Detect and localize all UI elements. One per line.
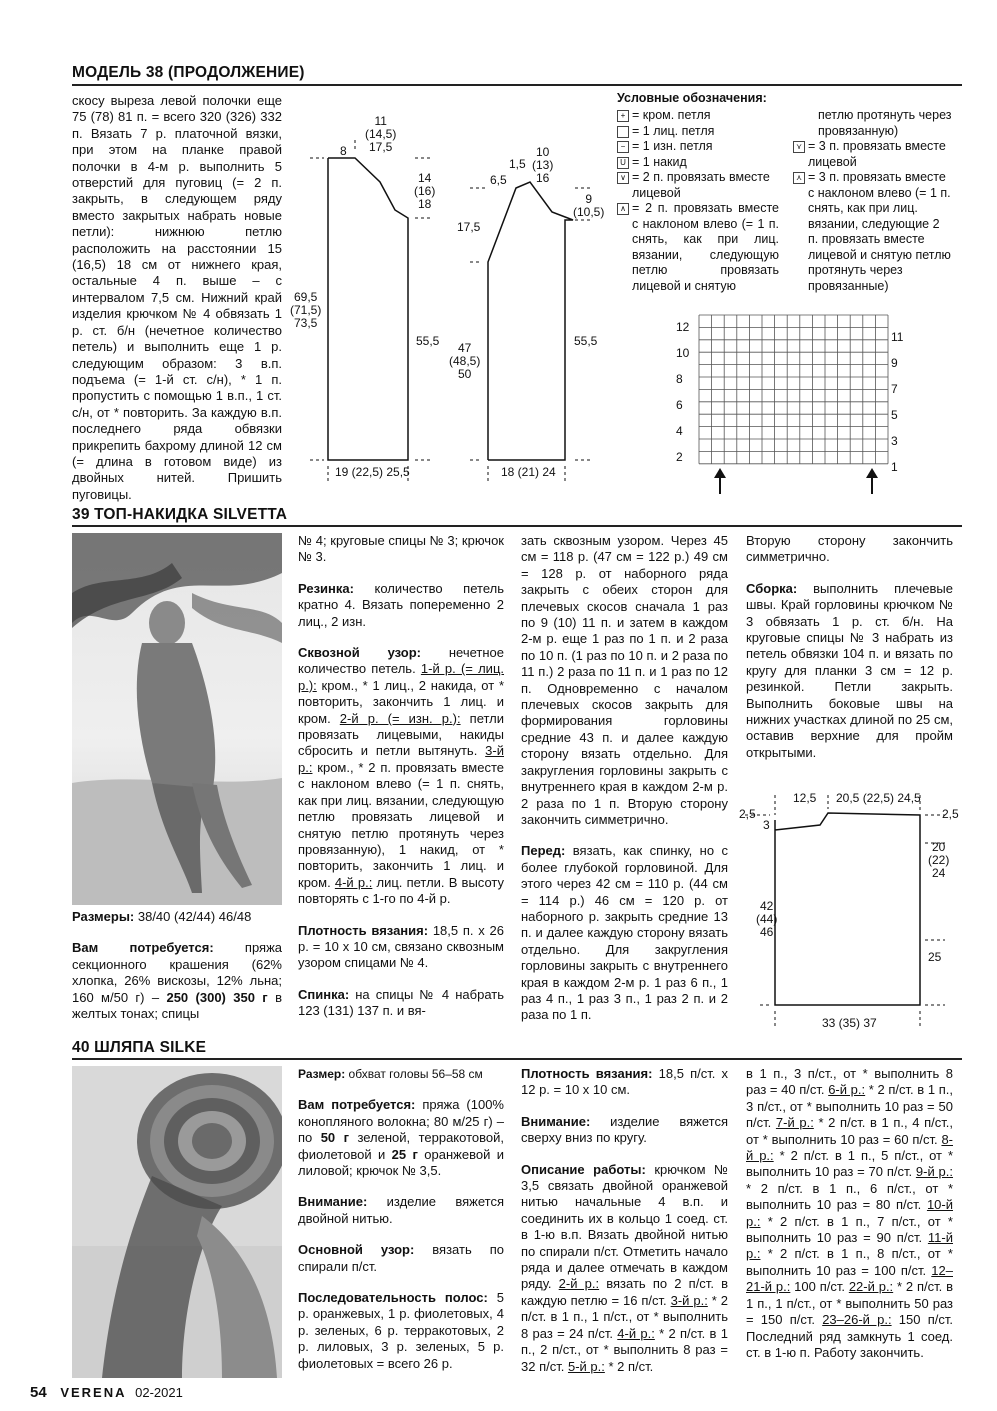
value: в 1 п., 3 п/ст., от * выполнить 8 раз = 40 п/ст. <box>746 1066 953 1098</box>
schema-outline-top <box>775 813 920 1005</box>
model40-col3 <box>521 1066 728 1375</box>
value: 18,5 п/ст. х 12 р. = 10 х 10 см. <box>521 1066 728 1098</box>
measure-label: 2,5 <box>942 807 959 821</box>
model39-col3 <box>521 533 728 1024</box>
model39-col1 <box>72 909 282 1022</box>
value: * 2 п/ст. в 1 п., 6 п/ст., от * выполнить 10 раз = 80 п/ст. <box>746 1180 953 1213</box>
ssk-icon: ∧ <box>617 203 629 215</box>
value: 150 п/ст. Последний ряд замкнуть 1 соед. ст. в 1-ю п. Работу закончить. <box>746 1312 953 1360</box>
measure-label: 9 (10,5) <box>573 192 605 219</box>
value: зеленой, терракотовой, фиолетовой и <box>298 1130 504 1162</box>
value: на спицы № 4 набрать 123 (131) 137 п. и вя- <box>298 986 504 1019</box>
value: 38/40 (42/44) 46/48 <box>134 909 252 924</box>
row-ref: 8-й р.: <box>746 1131 953 1164</box>
section-title-model39: 39 ТОП-НАКИДКА SILVETTA <box>72 506 288 523</box>
row-ref: 2-й р.: <box>558 1276 600 1292</box>
value: крючком № 3,5 связать двойной оранжевой нитью начальные 4 в.п. и соединить их в кольцо 1 соед. ст. в 1-ю в.п. Вязать двойной нитью по спирали п/ст. Отметить начало ряда и далее отмечать в каждом ряду. <box>521 1161 728 1292</box>
row-ref: 1-й р. (= лиц. р.): <box>298 661 505 693</box>
value: нечетное количество петель. <box>298 645 504 677</box>
row-number: 12 <box>676 320 690 334</box>
value: кром., * 2 п. провязать вместе с наклоном влево (= 1 п. снять, как при лиц. вязании, следующую петлю провязать лицевой и снятую петлю протянуть через провязанную), 1 накид, от * повторить, закончить 1 лиц. и кром. <box>298 759 504 890</box>
value: кром., * 1 лиц., 2 накида, от * повторить, закончить 1 лиц. и кром. <box>298 677 504 726</box>
value: лиц. петли. В высоту повторять с 1-го по 4-й р. <box>298 874 504 907</box>
purl-stitch-icon: − <box>617 141 629 153</box>
footer <box>30 1384 183 1401</box>
row-ref: 9-й р.: <box>915 1164 953 1180</box>
row-ref: 22-й р.: <box>848 1279 894 1295</box>
measure-label: 20 (22) 24 <box>928 840 950 880</box>
measure-label: 33 (35) 37 <box>822 1016 877 1030</box>
value: * 2 п/ст. в 1 п., 2 п/ст., от * выполнить 8 раз = 32 п/ст. <box>521 1325 728 1374</box>
measure-label: 6,5 <box>490 173 507 187</box>
page-number: 54 <box>30 1384 47 1401</box>
row-ref: 6-й р.: <box>828 1082 866 1098</box>
measure-label: 1,5 <box>509 157 526 171</box>
k2tog-icon: ∨ <box>617 172 629 184</box>
label: Вам потребуется: <box>298 1097 416 1113</box>
measure-label: 47 (48,5) 50 <box>449 341 481 381</box>
knit-stitch-icon <box>617 126 629 138</box>
measure-label: 55,5 <box>416 334 440 348</box>
value: пряжа секционного крашения (62% хлопка, 26% вискозы, 12% льна; 160 м/50 г) – <box>72 940 283 1005</box>
yarn-over-icon: U <box>617 157 629 169</box>
value: 50 г <box>320 1130 350 1146</box>
legend-text: = 3 п. провязать вместе с наклоном влево (= 1 п. снять, как при лиц. вязании, следующие 2 п. провязать вместе лицевой и снятую петлю протянуть через провязанные) <box>808 170 951 293</box>
label: Сквозной узор: <box>298 645 421 661</box>
row-number: 9 <box>891 356 898 370</box>
label: Размер: <box>298 1067 346 1081</box>
row-ref: 2-й р. (= изн. р.): <box>339 710 461 726</box>
legend-text: = 3 п. провязать вместе лицевой <box>808 139 946 169</box>
label: Резинка: <box>298 580 354 596</box>
value: 18,5 п. х 26 р. = 10 х 10 см, связано сквозным узором спицами № 4. <box>298 922 504 971</box>
legend-right <box>793 108 953 294</box>
row-number: 10 <box>676 346 690 360</box>
model40-col2 <box>298 1066 504 1372</box>
legend-left <box>617 108 779 294</box>
measure-label: 25 <box>928 950 942 964</box>
sk2p-icon: ⋏ <box>793 172 805 184</box>
value: петли провязать лицевыми, накиды сбросить и петли вытянуть. <box>298 710 505 759</box>
legend-item <box>617 108 779 124</box>
legend-item <box>617 170 779 201</box>
value: в желтых тонах; спицы <box>72 989 282 1022</box>
model-photo <box>72 533 282 905</box>
label: Последовательность полос: <box>298 1290 488 1306</box>
measure-label: 3 <box>763 818 770 832</box>
legend-title: Условные обозначения: <box>617 91 767 105</box>
value: 250 (300) 350 г <box>166 989 268 1005</box>
value: * 2 п/ст. в 1 п., 5 п/ст., от * выполнить 10 раз = 70 п/ст. <box>746 1148 953 1180</box>
value: * 2 п/ст. в 1 п., 1 п/ст., от * выполнить 8 раз = 24 п/ст. <box>521 1292 728 1341</box>
value: пряжа (100% конопляного волокна; 80 м/25 г) – по <box>298 1097 504 1146</box>
paragraph: зать сквозным узором. Через 45 см = 118 р. (47 см = 122 р.) 49 см = 128 р. от наборного ряда закрыть с обеих сторон для плечевых скосов сначала 1 раз по 9 (10) 11 п. и затем в каждом 2-м р. еще 1 раз по 1 п. и 2 раза по 10 п. (1 раз по 10 п. и 2 раза по 11 п.) 2 раза по 11 п. и 1 раз по 12 п. Одновременно с началом плечевых скосов закрыть для формирования горловины средние 43 п. и далее каждую сторону вязать отдельно. Для закругления горловины закрыть с внутреннего края в каждом 2-м р. 2 раза по 1 п. Вторую сторону закончить симметрично. <box>521 533 728 827</box>
chart-row-numbers-left <box>676 314 689 470</box>
label: Спинка: <box>298 986 350 1002</box>
value: 25 г <box>391 1146 418 1162</box>
value: 5 р. оранжевых, 1 р. фиолетовых, 4 р. зеленых, 6 р. терракотовых, 2 р. лиловых, 3 р. зеленых, 5 р. фиолетовых = всего 26 р. <box>298 1290 504 1371</box>
measure-label: 55,5 <box>574 334 598 348</box>
value: оранжевой и лиловой; крючок № 3,5. <box>298 1146 504 1179</box>
row-ref: 23–26-й р.: <box>822 1312 892 1328</box>
value: вязать по спирали п/ст. <box>298 1242 504 1274</box>
paragraph: Вторую сторону закончить симметрично. <box>746 533 953 565</box>
divider <box>72 1058 962 1060</box>
measure-label: 18 (21) 24 <box>501 465 556 479</box>
label: Перед: <box>521 843 566 859</box>
value: * 2 п/ст. в 1 п., 3 п/ст., от * выполнить 10 раз = 50 п/ст. <box>746 1082 953 1131</box>
chart-row-numbers-right <box>891 324 903 480</box>
chart-arrows <box>705 468 885 496</box>
row-ref: 5-й р.: <box>567 1358 605 1374</box>
section-title-model40: 40 ШЛЯПА SILKE <box>72 1039 207 1056</box>
value: 100 п/ст. <box>790 1279 849 1295</box>
hat-photo <box>72 1066 282 1378</box>
legend-item <box>793 170 953 294</box>
value: * 2 п/ст. в 1 п., 8 п/ст., от * выполнить 10 раз = 100 п/ст. <box>746 1246 953 1278</box>
label: Размеры: <box>72 909 135 924</box>
label: Основной узор: <box>298 1242 415 1258</box>
row-number: 7 <box>891 382 898 396</box>
model39-col4 <box>746 533 953 761</box>
measure-label: 42 (44) 46 <box>756 899 778 939</box>
legend-text: = 2 п. провязать вместе лицевой <box>632 170 770 200</box>
model40-col4 <box>746 1066 953 1361</box>
legend-item <box>617 201 779 294</box>
measure-label: 17,5 <box>457 220 481 234</box>
value: * 2 п/ст. в 1 п., 1 п/ст., от * выполнить 50 раз = 150 п/ст. <box>746 1279 953 1328</box>
model38-pattern-schema <box>290 100 610 490</box>
row-ref: 3-й р.: <box>298 743 504 775</box>
row-ref: 12–21-й р.: <box>746 1262 953 1295</box>
legend-text: = 1 изн. петля <box>632 139 713 153</box>
value: обхват головы 56–58 см <box>345 1067 483 1081</box>
label: Описание работы: <box>521 1161 646 1177</box>
row-ref: 7-й р.: <box>775 1115 814 1131</box>
measure-label: 12,5 <box>793 791 817 805</box>
schema-outline-sleeve <box>488 182 573 460</box>
measure-label: 8 <box>340 144 347 158</box>
schema-outline-front <box>328 158 408 460</box>
brand-name: VERENA <box>60 1385 127 1400</box>
value: выполнить плечевые швы. Край горловины крючком № 3 обвязать 1 р. ст. б/н. На круговые спицы № 3 набрать из петель обвязки 104 п. и вязать по кругу для планки 3 см = 12 р. резинкой. Петли закрыть. Выполнить боковые швы на нижних участках длиной по 25 см, оставив верхние для пройм открытыми. <box>746 580 953 760</box>
measure-label: 10 (13) 16 <box>532 145 554 185</box>
legend-item <box>793 139 953 170</box>
row-ref: 11-й р.: <box>746 1230 953 1262</box>
paragraph: № 4; круговые спицы № 3; крючок № 3. <box>298 533 504 565</box>
row-number: 5 <box>891 408 898 422</box>
label: Вам потребуется: <box>72 940 214 956</box>
measure-label: 20,5 (22,5) 24,5 <box>836 791 921 805</box>
row-ref: 10-й р.: <box>746 1197 953 1229</box>
legend-text: = 2 п. провязать вместе с наклоном влево (= 1 п. снять, как при лиц. вязании, следующую петлю провязать лицевой и снятую <box>632 201 779 293</box>
knitting-chart-grid <box>697 313 889 465</box>
label: Плотность вязания: <box>521 1066 653 1081</box>
model38-text: скосу выреза левой полочки еще 75 (78) 81 п. = всего 320 (326) 332 п. Вязать 7 р. платочной вязки, при этом на планке правой полочки в 4-м р. выполнить 5 отверстий для пуговиц (= 2 п. закрыть, в следующем ряду вместо закрытых набрать новые петли): нижнюю петлю расположить на расстоянии 15 (16,5) 18 см от нижнего края, остальные 4 п. выше – с интервалом 7,5 см. Нижний край изделия крючком № 4 обвязать 1 р. ст. б/н (нечетное количество петель) и выполнить еще 1 р. следующим образом: 3 в.п. подъема (= 1-й ст. с/н), * 1 п. пропустить с помощью 1 в.п., 1 ст. с/н, от * повторить. За каждую в.п. последнего ряда обвязки прикрепить бахрому длиной 12 см (= длина в готовом виде) из двойных нитей. Пришить пуговицы. <box>72 93 282 502</box>
section-title-model38: МОДЕЛЬ 38 (ПРОДОЛЖЕНИЕ) <box>72 64 305 81</box>
row-number: 3 <box>891 434 898 448</box>
value: изделие вяжется сверху вниз по кругу. <box>521 1113 728 1146</box>
row-number: 11 <box>891 330 904 344</box>
value: * 2 п/ст. в 1 п., 4 п/ст., от * выполнить 10 раз = 60 п/ст. <box>746 1115 954 1147</box>
value: изделие вяжется двойной нитью. <box>298 1194 504 1226</box>
value: вязать по 2 п/ст. в каждую петлю = 16 п/ст. <box>521 1276 728 1308</box>
divider <box>72 84 962 86</box>
measure-label: 19 (22,5) 25,5 <box>335 465 410 479</box>
label: Внимание: <box>521 1113 591 1129</box>
row-number: 1 <box>891 460 898 474</box>
row-ref: 4-й р.: <box>334 874 373 890</box>
row-number: 6 <box>676 398 683 412</box>
model39-col2 <box>298 533 504 1020</box>
value: * 2 п/ст. в 1 п., 7 п/ст., от * выполнить 10 раз = 90 п/ст. <box>746 1213 953 1246</box>
row-number: 4 <box>676 424 683 438</box>
label: Плотность вязания: <box>298 922 429 938</box>
label: Внимание: <box>298 1194 368 1210</box>
value: * 2 п/ст. <box>604 1358 654 1374</box>
row-ref: 3-й р.: <box>670 1292 708 1308</box>
legend-text: = 1 лиц. петля <box>632 123 715 138</box>
row-number: 8 <box>676 372 683 386</box>
legend-item <box>617 155 779 171</box>
row-number: 2 <box>676 450 683 464</box>
legend-item <box>617 124 779 140</box>
value: количество петель кратно 4. Вязать попеременно 2 лиц., 2 изн. <box>298 580 504 629</box>
value: вязать, как спинку, но с более глубокой горловиной. Для этого через 42 см = 110 р. (44 см = 114 р.) 46 см = 120 р. от наборного р. закрыть средние 13 п. и далее каждую сторону вязать отдельно. Для закругления горловины закрыть с внутреннего края в каждом 2-м р. 1 раз 6 п., 1 раз 4 п., 1 раз 3 п., 1 раз 2 п. и 2 раза по 1 п. <box>521 843 728 1023</box>
issue-number: 02-2021 <box>135 1385 183 1400</box>
measure-label: 11 (14,5) 17,5 <box>365 114 397 154</box>
row-ref: 4-й р.: <box>617 1325 655 1341</box>
measure-label: 2,5 <box>739 807 756 821</box>
divider <box>72 525 962 527</box>
measure-label: 14 (16) 18 <box>414 171 436 211</box>
k3tog-icon: ⋎ <box>793 141 805 153</box>
measure-label: 69,5 (71,5) 73,5 <box>290 290 322 330</box>
label: Сборка: <box>746 580 798 596</box>
legend-text: = кром. петля <box>632 108 711 122</box>
legend-item <box>617 139 779 155</box>
legend-text: петлю протянуть через провязанную) <box>818 108 952 138</box>
selvage-stitch-icon: + <box>617 110 629 122</box>
legend-text: = 1 накид <box>632 154 687 169</box>
